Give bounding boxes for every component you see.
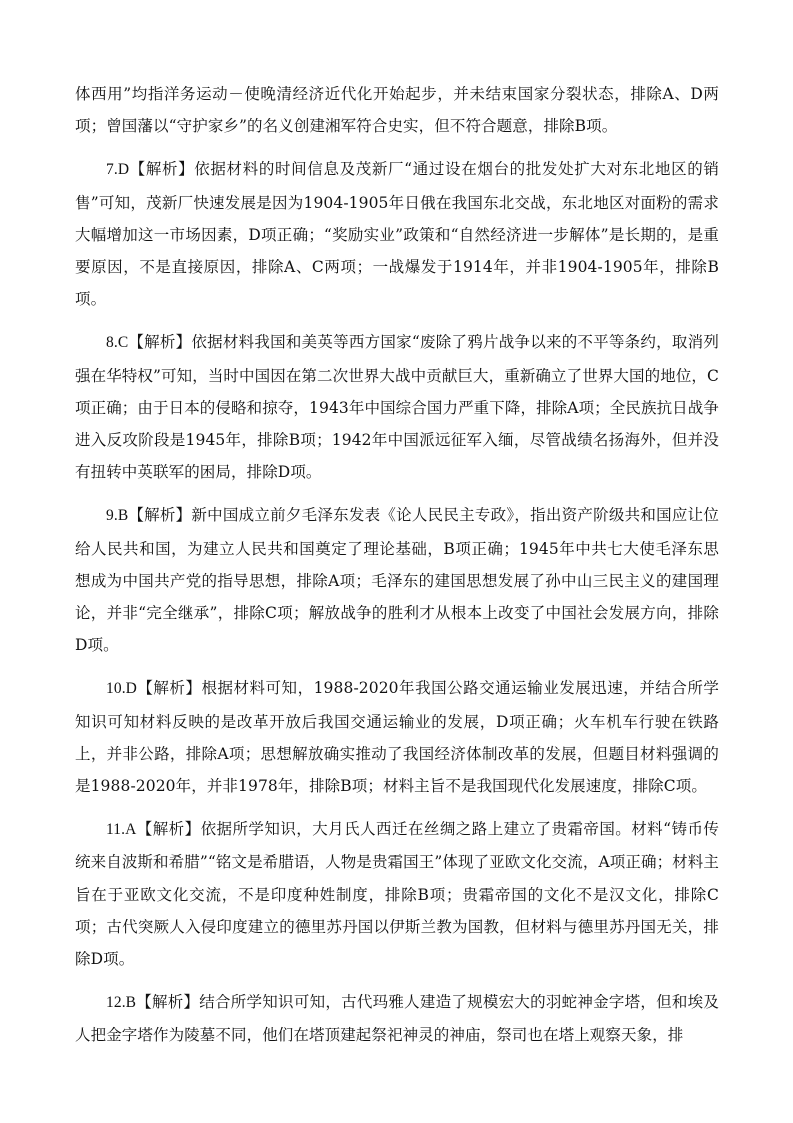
answer-7 — [75, 153, 719, 315]
analysis-tag: 【解析】 — [128, 333, 192, 352]
question-number: 10.D — [106, 680, 137, 698]
analysis-tag: 【解析】 — [136, 679, 202, 698]
analysis-tag: 【解析】 — [128, 506, 192, 525]
question-number: 7.D — [106, 161, 130, 179]
question-number: 9.B — [106, 507, 129, 525]
answer-8 — [75, 326, 719, 488]
question-number: 12.B — [106, 994, 137, 1012]
paragraph-text: 根据材料可知，1988-2020年我国公路交通运输业发展迅速，并结合所学知识可知材料反映的是改革开放后我国交通运输业的发展，D项正确；火车机车行驶在铁路上，并非公路，排除A项；思想解放确实推动了我国经济体制改革的发展，但题目材料强调的是1988-2020年，并非1978年，排除B项；材料主旨不是我国现代化发展速度，排除C项。 — [75, 679, 719, 796]
paragraph-text: 体西用”均指洋务运动－使晚清经济近代化开始起步，并未结束国家分裂状态，排除A、D两项；曾国藩以“守护家乡”的名义创建湘军符合史实，但不符合题意，排除B项。 — [75, 85, 719, 136]
answer-9 — [75, 499, 719, 661]
paragraph-continuation — [75, 78, 719, 142]
answer-12 — [75, 986, 719, 1051]
answer-explanations — [75, 78, 719, 1063]
paragraph-text: 依据材料的时间信息及茂新厂“通过设在烟台的批发处扩大对东北地区的销售”可知，茂新厂快速发展是因为1904-1905年日俄在我国东北交战，东北地区对面粉的需求大幅增加这一市场因素，D项正确；“奖励实业”政策和“自然经济进一步解体”是长期的，是重要原因，不是直接原因，排除A、C两项；一战爆发于1914年，并非1904-1905年，排除B项。 — [75, 160, 719, 309]
analysis-tag: 【解析】 — [136, 820, 201, 839]
question-number: 8.C — [106, 334, 129, 352]
paragraph-text: 依据所学知识，大月氏人西迁在丝绸之路上建立了贵霜帝国。材料“铸币传统来自波斯和希腊”“铭文是希腊语，人物是贵霜国王”体现了亚欧文化交流，A项正确；材料主旨在于亚欧文化交流，不是印度种姓制度，排除B项；贵霜帝国的文化不是汉文化，排除C项；古代突厥人入侵印度建立的德里苏丹国以伊斯兰教为国教，但材料与德里苏丹国无关，排除D项。 — [75, 820, 719, 969]
paragraph-text: 依据材料我国和美英等西方国家“废除了鸦片战争以来的不平等条约，取消列强在华特权”可知，当时中国因在第二次世界大战中贡献巨大，重新确立了世界大国的地位，C项正确；由于日本的侵略和掠夺，1943年中国综合国力严重下降，排除A项；全民族抗日战争进入反攻阶段是1945年，排除B项；1942年中国派远征军入缅，尽管战绩名扬海外，但并没有扭转中英联军的困局，排除D项。 — [75, 333, 719, 482]
analysis-tag: 【解析】 — [136, 993, 200, 1012]
answer-11 — [75, 813, 719, 975]
question-number: 11.A — [106, 821, 137, 839]
paragraph-text: 新中国成立前夕毛泽东发表《论人民民主专政》，指出资产阶级共和国应让位给人民共和国，为建立人民共和国奠定了理论基础，B项正确；1945年中共七大使毛泽东思想成为中国共产党的指导思想，排除A项；毛泽东的建国思想发展了孙中山三民主义的建国理论，并非“完全继承”，排除C项；解放战争的胜利才从根本上改变了中国社会发展方向，排除D项。 — [75, 506, 719, 655]
answer-10 — [75, 672, 719, 802]
paragraph-text: 结合所学知识可知，古代玛雅人建造了规模宏大的羽蛇神金字塔，但和埃及人把金字塔作为陵墓不同，他们在塔顶建起祭祀神灵的神庙，祭司也在塔上观察天象，排 — [75, 993, 719, 1045]
analysis-tag: 【解析】 — [129, 160, 195, 179]
